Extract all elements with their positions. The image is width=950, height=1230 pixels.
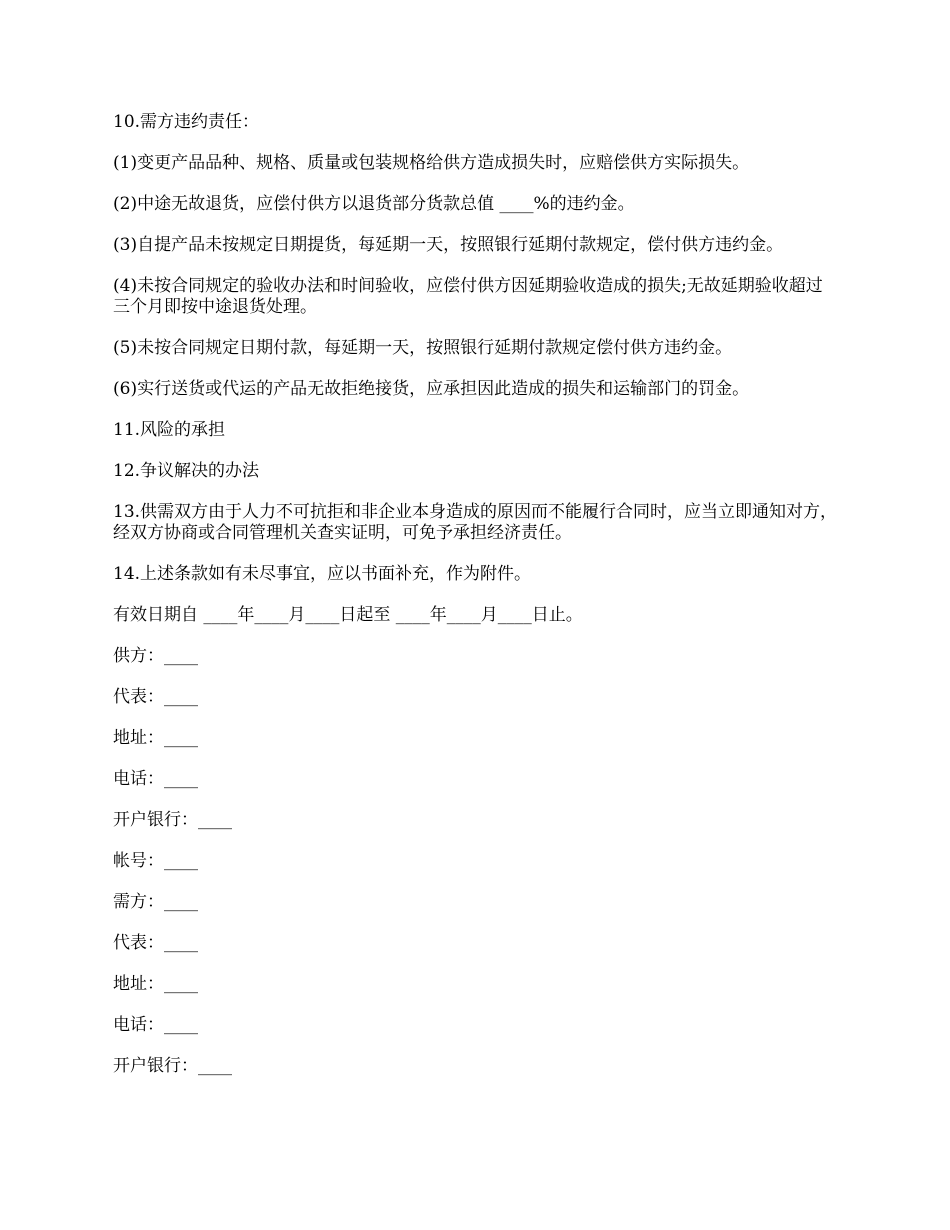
clause-13: 13.供需双方由于人力不可抗拒和非企业本身造成的原因而不能履行合同时，应当立即通知对方，经双方协商或合同管理机关查实证明，可免予承担经济责任。 [113, 502, 838, 543]
supplier-address-field: 地址：____ [113, 728, 198, 748]
clause-10-item-3: (3)自提产品未按规定日期提货，每延期一天，按照银行延期付款规定，偿付供方违约金。 [113, 235, 784, 255]
clause-10-item-2: (2)中途无故退货，应偿付供方以退货部分货款总值 ____%的违约金。 [113, 194, 635, 214]
supplier-field: 供方：____ [113, 646, 198, 666]
clause-12: 12.争议解决的办法 [113, 461, 260, 481]
buyer-field: 需方：____ [113, 892, 198, 912]
clause-10-item-5: (5)未按合同规定日期付款，每延期一天，按照银行延期付款规定偿付供方违约金。 [113, 338, 733, 358]
supplier-bank-field: 开户银行：____ [113, 810, 232, 830]
supplier-account-field: 帐号：____ [113, 851, 198, 871]
buyer-phone-field: 电话：____ [113, 1015, 198, 1035]
clause-10-heading: 10.需方违约责任： [113, 112, 260, 132]
clause-10-item-1: (1)变更产品品种、规格、质量或包装规格给供方造成损失时，应赔偿供方实际损失。 [113, 153, 750, 173]
clause-14: 14.上述条款如有未尽事宜，应以书面补充，作为附件。 [113, 564, 532, 584]
supplier-phone-field: 电话：____ [113, 769, 198, 789]
supplier-representative-field: 代表：____ [113, 687, 198, 707]
buyer-address-field: 地址：____ [113, 974, 198, 994]
clause-11: 11.风险的承担 [113, 420, 226, 440]
buyer-representative-field: 代表：____ [113, 933, 198, 953]
buyer-bank-field: 开户银行：____ [113, 1056, 232, 1076]
clause-10-item-6: (6)实行送货或代运的产品无故拒绝接货，应承担因此造成的损失和运输部门的罚金。 [113, 379, 750, 399]
clause-10-item-4: (4)未按合同规定的验收办法和时间验收，应偿付供方因延期验收造成的损失;无故延期验收超过三个月即按中途退货处理。 [113, 276, 823, 317]
validity-period: 有效日期自 ____年____月____日起至 ____年____月____日止。 [113, 605, 583, 625]
document-body [113, 112, 838, 1097]
